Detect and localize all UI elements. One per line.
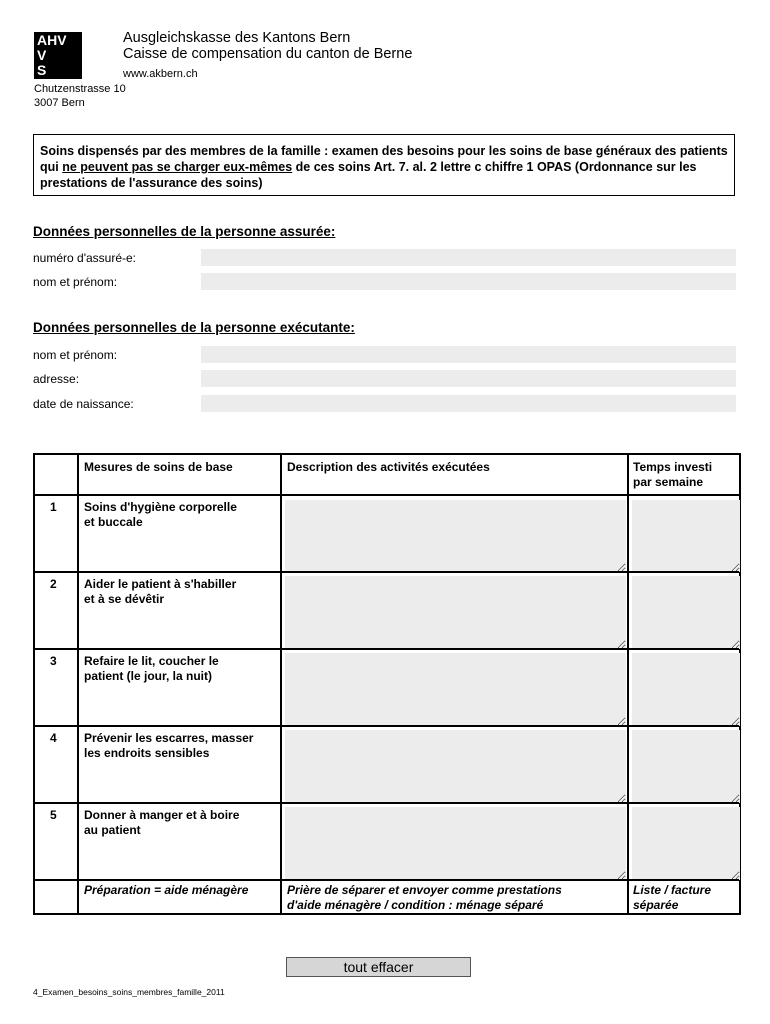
insured-number-input[interactable]: [201, 249, 736, 266]
footer-time-line2: séparée: [633, 898, 679, 912]
insured-number-label: numéro d'assuré-e:: [33, 251, 137, 265]
insured-heading: Données personnelles de la personne assurée:: [33, 224, 336, 239]
footer-description: [287, 883, 562, 913]
row-1-number: 1: [50, 500, 57, 514]
row-4-line2: les endroits sensibles: [84, 746, 210, 760]
insured-name-label: nom et prénom:: [33, 275, 118, 289]
row-2-line2: et à se dévêtir: [84, 592, 165, 606]
logo-text-v: V: [37, 47, 47, 63]
row-1-measure: [84, 500, 237, 530]
row-5-line1: Donner à manger et à boire: [84, 808, 240, 822]
care-measures-table: [33, 453, 741, 915]
row-5-number: 5: [50, 808, 57, 822]
row-3-measure: [84, 654, 219, 684]
row-3-line2: patient (le jour, la nuit): [84, 669, 213, 683]
title-part2: de ces soins Art. 7. al. 2 lettre c chiffre 1 OPAS (Ordonnance sur les prestations de l'assurance des soins): [40, 160, 697, 190]
footer-desc-line1: Prière de séparer et envoyer comme prestations: [287, 883, 562, 897]
row-1-line2: et buccale: [84, 515, 143, 529]
clear-all-button[interactable]: tout effacer: [286, 957, 471, 977]
document-footer-id: 4_Examen_besoins_soins_membres_famille_2011: [33, 987, 225, 997]
row-3-line1: Refaire le lit, coucher le: [84, 654, 219, 668]
row-4-line1: Prévenir les escarres, masser: [84, 731, 254, 745]
header-time: [633, 460, 712, 490]
ahv-avs-logo: [34, 32, 82, 79]
performer-address-label: adresse:: [33, 372, 80, 386]
logo-text-s: S: [37, 62, 47, 78]
header-measures: Mesures de soins de base: [84, 460, 233, 474]
row-2-description-input[interactable]: [285, 576, 626, 649]
logo-text-ahv: AHV: [37, 32, 67, 48]
row-2-measure: [84, 577, 236, 607]
row-2-line1: Aider le patient à s'habiller: [84, 577, 237, 591]
header-time-line1: Temps investi: [633, 460, 713, 474]
performer-address-input[interactable]: [201, 370, 736, 387]
form-title: [33, 134, 735, 196]
footer-time-line1: Liste / facture: [633, 883, 712, 897]
row-3-time-input[interactable]: [632, 653, 740, 726]
row-3-description-input[interactable]: [285, 653, 626, 726]
org-name-fr: Caisse de compensation du canton de Berne: [123, 46, 413, 62]
org-name-de: Ausgleichskasse des Kantons Bern: [123, 30, 351, 46]
performer-name-input[interactable]: [201, 346, 736, 363]
performer-birthdate-label: date de naissance:: [33, 397, 134, 411]
address-city: 3007 Bern: [34, 97, 85, 109]
performer-heading: Données personnelles de la personne exécutante:: [33, 320, 355, 335]
row-1-line1: Soins d'hygiène corporelle: [84, 500, 237, 514]
row-4-number: 4: [50, 731, 57, 745]
footer-desc-line2: d'aide ménagère / condition : ménage séparé: [287, 898, 544, 912]
row-4-time-input[interactable]: [632, 730, 740, 803]
row-5-description-input[interactable]: [285, 807, 626, 880]
title-part1: Soins dispensés par des membres de la famille : examen des besoins pour les soins de base généraux des patients qui: [40, 144, 728, 174]
performer-birthdate-input[interactable]: [201, 395, 736, 412]
insured-name-input[interactable]: [201, 273, 736, 290]
footer-time: [633, 883, 711, 913]
title-underlined: ne peuvent pas se charger eux-mêmes: [62, 160, 293, 174]
website-link[interactable]: www.akbern.ch: [123, 68, 198, 80]
footer-measure: Préparation = aide ménagère: [84, 883, 249, 897]
header-description: Description des activités exécutées: [287, 460, 490, 474]
row-5-line2: au patient: [84, 823, 141, 837]
row-5-time-input[interactable]: [632, 807, 740, 880]
address-street: Chutzenstrasse 10: [34, 83, 126, 95]
header-time-line2: par semaine: [633, 475, 704, 489]
row-1-time-input[interactable]: [632, 500, 740, 572]
row-3-number: 3: [50, 654, 57, 668]
row-4-measure: [84, 731, 253, 761]
row-1-description-input[interactable]: [285, 500, 626, 572]
row-2-time-input[interactable]: [632, 576, 740, 649]
row-4-description-input[interactable]: [285, 730, 626, 803]
performer-name-label: nom et prénom:: [33, 348, 118, 362]
row-5-measure: [84, 808, 239, 838]
row-2-number: 2: [50, 577, 57, 591]
